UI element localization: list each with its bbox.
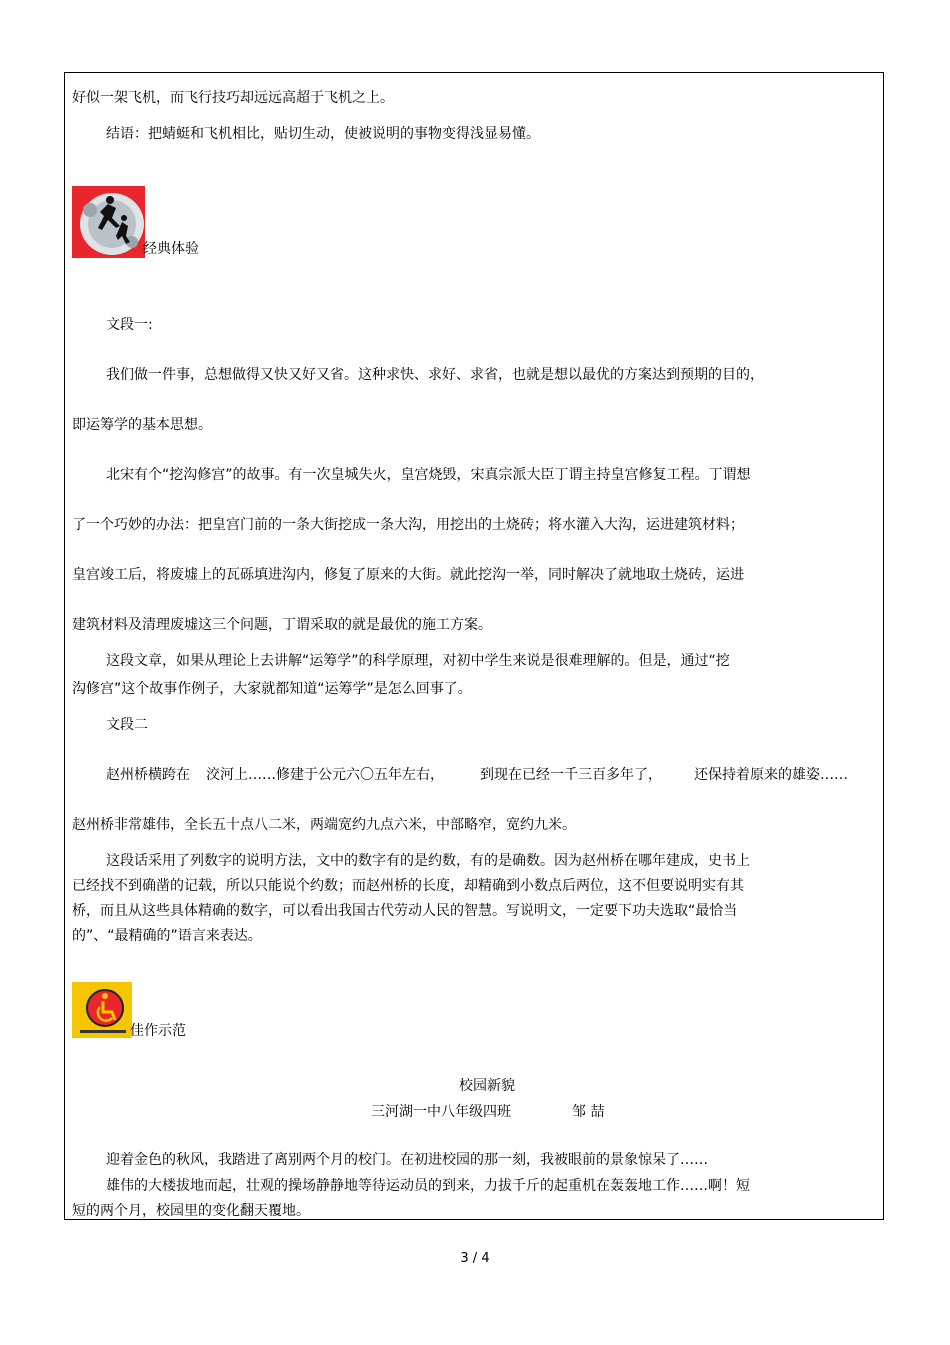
- text-line: 了一个巧妙的办法：把皇宫门前的一条大街挖成一条大沟，用挖出的土烧砖；将水灌入大沟，运进建筑材料；: [72, 517, 744, 533]
- classic-experience-icon: [72, 186, 145, 258]
- text-line: 赵州桥非常雄伟，全长五十点八二米，两端宽约九点六米，中部略窄，宽约九米。: [72, 817, 576, 833]
- text-line: 的”、“最精确的”语言来表达。: [72, 928, 262, 944]
- text-fragment: 到现在已经一千三百多年了，: [480, 767, 662, 783]
- text-line: 短的两个月，校园里的变化翻天覆地。: [72, 1203, 310, 1219]
- excellent-essay-icon: [72, 982, 132, 1038]
- text-line: 桥，而且从这些具体精确的数字，可以看出我国古代劳动人民的智慧。写说明文，一定要下功夫选取“最恰当: [72, 903, 738, 919]
- text-fragment: 洨河上……修建于公元六〇五年左右，: [206, 767, 444, 783]
- essay-author-class: 三河湖一中八年级四班: [371, 1104, 511, 1120]
- text-line: 文段一:: [106, 317, 153, 333]
- text-line: 结语：把蜻蜓和飞机相比，贴切生动，使被说明的事物变得浅显易懂。: [106, 126, 540, 142]
- text-line: 这段文章，如果从理论上去讲解“运筹学”的科学原理，对初中学生来说是很难理解的。但是，通过“挖: [106, 653, 730, 669]
- text-line: 北宋有个“挖沟修宫”的故事。有一次皇城失火，皇宫烧毁，宋真宗派大臣丁谓主持皇宫修复工程。丁谓想: [106, 467, 751, 483]
- text-line: 我们做一件事，总想做得又快又好又省。这种求快、求好、求省，也就是想以最优的方案达到预期的目的，: [106, 367, 764, 383]
- text-line: 这段话采用了列数字的说明方法，文中的数字有的是约数，有的是确数。因为赵州桥在哪年建成，史书上: [106, 853, 750, 869]
- text-line: 文段二: [106, 717, 148, 733]
- text-line: 已经找不到确凿的记载，所以只能说个约数；而赵州桥的长度，却精确到小数点后两位，这不但要说明实有其: [72, 878, 744, 894]
- essay-author-name: 邹 喆: [572, 1104, 605, 1120]
- text-line: 皇宫竣工后，将废墟上的瓦砾填进沟内，修复了原来的大街。就此挖沟一举，同时解决了就地取土烧砖，运进: [72, 567, 744, 583]
- page-number: 3 / 4: [460, 1251, 490, 1266]
- text-line: 沟修宫”这个故事作例子，大家就都知道“运筹学”是怎么回事了。: [72, 681, 472, 697]
- text-fragment: 还保持着原来的雄姿……: [694, 767, 848, 783]
- text-line: 建筑材料及清理废墟这三个问题，丁谓采取的就是最优的施工方案。: [72, 617, 492, 633]
- text-line: 迎着金色的秋风，我踏进了离别两个月的校门。在初进校园的那一刻，我被眼前的景象惊呆了……: [106, 1152, 708, 1168]
- text-line: 雄伟的大楼拔地而起，壮观的操场静静地等待运动员的到来，力拔千斤的起重机在轰轰地工作……啊！短: [106, 1178, 750, 1194]
- section-heading-classic: 经典体验: [143, 241, 199, 257]
- section-heading-essay: 佳作示范: [130, 1023, 186, 1039]
- essay-title: 校园新貌: [459, 1078, 515, 1094]
- text-line: 好似一架飞机，而飞行技巧却远远高超于飞机之上。: [72, 90, 394, 106]
- text-fragment: 赵州桥横跨在: [106, 767, 190, 783]
- text-line: 即运筹学的基本思想。: [72, 417, 212, 433]
